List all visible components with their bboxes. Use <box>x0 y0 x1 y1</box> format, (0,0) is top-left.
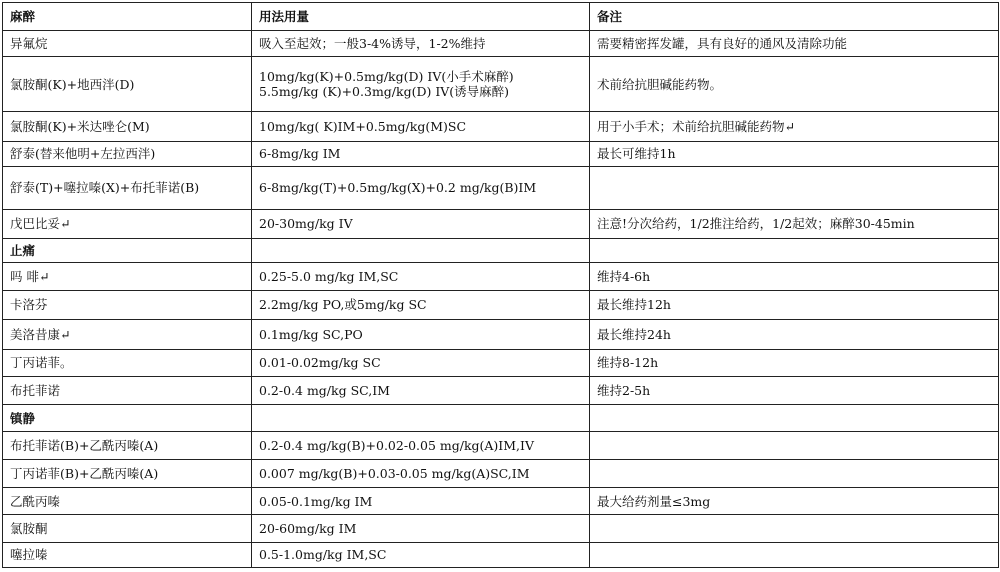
remark-cell: 用于小手术；术前给抗胆碱能药物↵ <box>590 112 999 141</box>
drug-cell: 吗 啡↵ <box>3 263 252 290</box>
table-row <box>3 290 999 319</box>
remark-cell <box>590 459 999 487</box>
dosage-cell: 10mg/kg(K)+0.5mg/kg(D) IV(小手术麻醉) 5.5mg/kg (K)+0.3mg/kg(D) IV(诱导麻醉) <box>252 56 590 112</box>
table-row <box>3 319 999 349</box>
remark-cell: 维持2-5h <box>590 376 999 404</box>
dosage-cell: 0.007 mg/kg(B)+0.03-0.05 mg/kg(A)SC,IM <box>252 459 590 487</box>
table-row <box>3 167 999 210</box>
drug-cell: 氯胺酮 <box>3 515 252 542</box>
section-title: 止痛 <box>3 238 252 262</box>
header-remarks: 备注 <box>590 3 999 31</box>
table-row <box>3 209 999 238</box>
remark-cell: 最大给药剂量≤3mg <box>590 487 999 514</box>
dosage-cell: 0.05-0.1mg/kg IM <box>252 487 590 514</box>
drug-cell: 氯胺酮(K)+米达唑仑(M) <box>3 112 252 141</box>
dosage-cell: 0.25-5.0 mg/kg IM,SC <box>252 263 590 290</box>
remark-cell: 维持4-6h <box>590 263 999 290</box>
dosage-cell: 6-8mg/kg IM <box>252 141 590 166</box>
table-row <box>3 350 999 376</box>
table-row <box>3 376 999 404</box>
table-row <box>3 112 999 141</box>
drug-cell: 丁丙诺菲。 <box>3 350 252 376</box>
table-row <box>3 263 999 290</box>
header-dosage: 用法用量 <box>252 3 590 31</box>
drug-cell: 异氟烷 <box>3 31 252 56</box>
drug-cell: 美洛昔康↵ <box>3 319 252 349</box>
table-row <box>3 459 999 487</box>
drug-cell: 氯胺酮(K)+地西泮(D) <box>3 56 252 112</box>
dosage-cell: 吸入至起效；一般3-4%诱导，1-2%维持 <box>252 31 590 56</box>
section-title: 镇静 <box>3 404 252 431</box>
remark-cell: 最长维持12h <box>590 290 999 319</box>
table-body <box>3 3 999 568</box>
dosage-cell: 20-30mg/kg IV <box>252 209 590 238</box>
drug-cell: 卡洛芬 <box>3 290 252 319</box>
drug-cell: 丁丙诺菲(B)+乙酰丙嗪(A) <box>3 459 252 487</box>
table-row <box>3 487 999 514</box>
drug-cell: 布托菲诺(B)+乙酰丙嗪(A) <box>3 432 252 459</box>
remark-cell: 注意!分次给药，1/2推注给药，1/2起效；麻醉30-45min <box>590 209 999 238</box>
dosage-cell <box>252 404 590 431</box>
section-row <box>3 238 999 262</box>
dosage-cell: 0.5-1.0mg/kg IM,SC <box>252 542 590 567</box>
section-row <box>3 404 999 431</box>
drug-cell: 戊巴比妥↵ <box>3 209 252 238</box>
remark-cell <box>590 515 999 542</box>
drug-cell: 噻拉嗪 <box>3 542 252 567</box>
remark-cell: 维持8-12h <box>590 350 999 376</box>
header-row <box>3 3 999 31</box>
remark-cell <box>590 238 999 262</box>
remark-cell <box>590 432 999 459</box>
drug-cell: 舒泰(T)+噻拉嗪(X)+布托菲诺(B) <box>3 167 252 210</box>
remark-cell: 最长可维持1h <box>590 141 999 166</box>
drug-cell: 布托菲诺 <box>3 376 252 404</box>
table-row <box>3 515 999 542</box>
remark-cell <box>590 542 999 567</box>
remark-cell: 需要精密挥发罐，具有良好的通风及清除功能 <box>590 31 999 56</box>
dosage-cell: 0.2-0.4 mg/kg SC,IM <box>252 376 590 404</box>
remark-cell: 最长维持24h <box>590 319 999 349</box>
table-row <box>3 542 999 567</box>
remark-cell <box>590 167 999 210</box>
table-row <box>3 56 999 112</box>
table-row <box>3 141 999 166</box>
dosage-cell: 2.2mg/kg PO,或5mg/kg SC <box>252 290 590 319</box>
dosage-cell <box>252 238 590 262</box>
remark-cell <box>590 404 999 431</box>
dosage-cell: 0.01-0.02mg/kg SC <box>252 350 590 376</box>
table-row <box>3 432 999 459</box>
header-anesthesia: 麻醉 <box>3 3 252 31</box>
dosage-cell: 0.2-0.4 mg/kg(B)+0.02-0.05 mg/kg(A)IM,IV <box>252 432 590 459</box>
dosage-cell: 10mg/kg( K)IM+0.5mg/kg(M)SC <box>252 112 590 141</box>
dosage-cell: 20-60mg/kg IM <box>252 515 590 542</box>
table-row <box>3 31 999 56</box>
drug-cell: 乙酰丙嗪 <box>3 487 252 514</box>
dosage-cell: 0.1mg/kg SC,PO <box>252 319 590 349</box>
dosage-table <box>2 2 999 568</box>
dosage-cell: 6-8mg/kg(T)+0.5mg/kg(X)+0.2 mg/kg(B)IM <box>252 167 590 210</box>
drug-cell: 舒泰(替来他明+左拉西泮) <box>3 141 252 166</box>
remark-cell: 术前给抗胆碱能药物。 <box>590 56 999 112</box>
